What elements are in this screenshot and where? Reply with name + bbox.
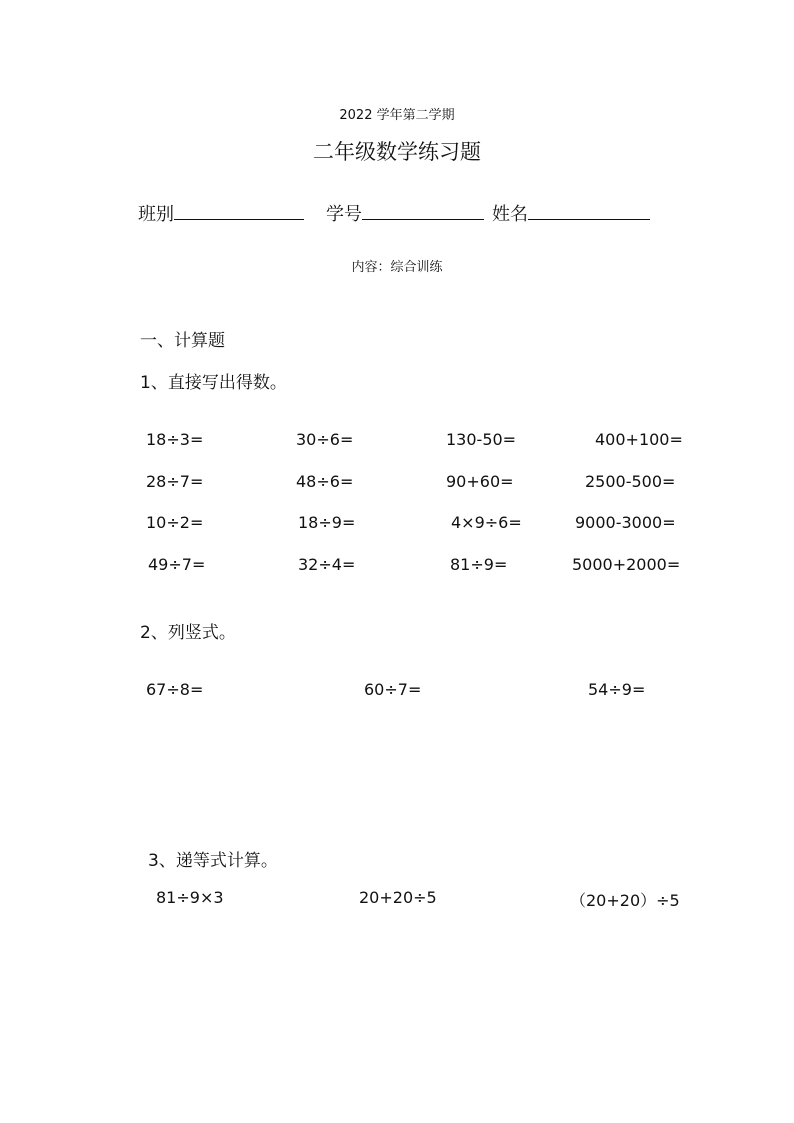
- name-field: [492, 200, 650, 226]
- q1-r2-c1: 28÷7=: [146, 472, 204, 491]
- q1-r3-c3: 4×9÷6=: [451, 513, 522, 532]
- q1-r4-c2: 32÷4=: [298, 555, 356, 574]
- q1-r4-c1: 49÷7=: [148, 555, 206, 574]
- number-blank-line: [362, 218, 484, 220]
- q1-r2-c3: 90+60=: [446, 472, 514, 491]
- class-field: [138, 200, 304, 226]
- class-blank-line: [174, 218, 304, 220]
- q1-r1-c1: 18÷3=: [146, 430, 204, 449]
- q1-r2-c2: 48÷6=: [296, 472, 354, 491]
- q2-item-2: 60÷7=: [364, 680, 422, 699]
- q1-r1-c4: 400+100=: [595, 430, 683, 449]
- q3-item-1: 81÷9×3: [156, 888, 224, 907]
- q1-r1-c2: 30÷6=: [296, 430, 354, 449]
- q3-item-3: （20+20）÷5: [570, 891, 680, 910]
- semester-label: 2022 学年第二学期: [339, 108, 455, 123]
- q1-r1-c3: 130-50=: [446, 430, 517, 449]
- content-label: 内容：综合训练: [351, 260, 443, 275]
- q1-r4-c3: 81÷9=: [450, 555, 508, 574]
- q1-r3-c4: 9000-3000=: [575, 513, 676, 532]
- worksheet-title: 二年级数学练习题: [313, 140, 481, 164]
- question2-title: 2、列竖式。: [140, 623, 236, 643]
- question1-title: 1、直接写出得数。: [140, 373, 287, 393]
- q1-r2-c4: 2500-500=: [585, 472, 676, 491]
- q3-item-2: 20+20÷5: [359, 888, 437, 907]
- class-label: 班别: [138, 204, 174, 225]
- question3-title: 3、递等式计算。: [148, 851, 278, 871]
- q2-item-1: 67÷8=: [146, 680, 204, 699]
- name-blank-line: [528, 218, 650, 220]
- number-field: [326, 200, 484, 226]
- q2-item-3: 54÷9=: [588, 680, 646, 699]
- q1-r4-c4: 5000+2000=: [572, 555, 681, 574]
- section-title: 一、计算题: [140, 331, 225, 351]
- name-label: 姓名: [492, 204, 528, 225]
- q1-r3-c2: 18÷9=: [298, 513, 356, 532]
- number-label: 学号: [326, 204, 362, 225]
- q1-r3-c1: 10÷2=: [146, 513, 204, 532]
